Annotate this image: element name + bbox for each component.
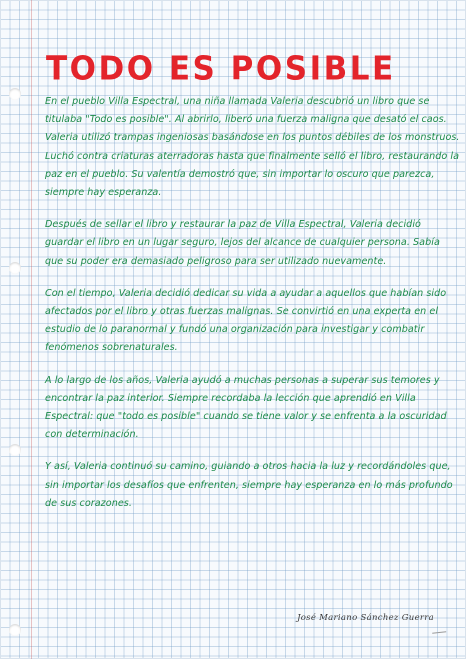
page-title: TODO ES POSIBLE xyxy=(46,50,396,88)
punch-hole xyxy=(9,88,21,100)
author-signature: José Mariano Sánchez Guerra xyxy=(297,613,434,623)
paragraph: Con el tiempo, Valeria decidió dedicar su vida a ayudar a aquellos que habían sido afectados por el libro y otras fuerzas malignas. Se convirtió en una experta en el estudio de lo paranormal y fundó una organización para investigar y combatir fenómenos sobrenaturales. xyxy=(45,287,447,354)
margin-line xyxy=(31,0,32,659)
punch-hole xyxy=(9,444,21,456)
paragraph: A lo largo de los años, Valeria ayudó a muchas personas a superar sus temores y encontrar la paz interior. Siempre recordaba la lección que aprendió en Villa Espectral: que "todo es posible" cuando se tiene valor y se enfrenta a la oscuridad con determinación. xyxy=(45,374,447,441)
story-body xyxy=(45,93,460,527)
paragraph: Y así, Valeria continuó su camino, guiando a otros hacia la luz y recordándoles que, sin importar los desafíos que enfrenten, siempre hay esperanza en lo más profundo de sus corazones. xyxy=(45,461,453,509)
paragraph: En el pueblo Villa Espectral, una niña llamada Valeria descubrió un libro que se titulaba "Todo es posible". Al abrirlo, liberó una fuerza maligna que desató el caos. Valeria utilizó trampas ingeniosas basándose en los puntos débiles de los monstruos. Luchó contra criaturas aterradoras hasta que finalmente selló el libro, restaurando la paz en el pueblo. Su valentía demostró que, sin importar lo oscuro que parezca, siempre hay esperanza. xyxy=(45,96,460,199)
punch-hole xyxy=(9,624,21,636)
pen-mark xyxy=(432,627,446,633)
paragraph: Después de sellar el libro y restaurar la paz de Villa Espectral, Valeria decidió guardar el libro en un lugar seguro, lejos del alcance de cualquier persona. Sabía que su poder era demasiado peligroso para ser utilizado nuevamente. xyxy=(45,219,440,267)
punch-hole xyxy=(9,262,21,274)
